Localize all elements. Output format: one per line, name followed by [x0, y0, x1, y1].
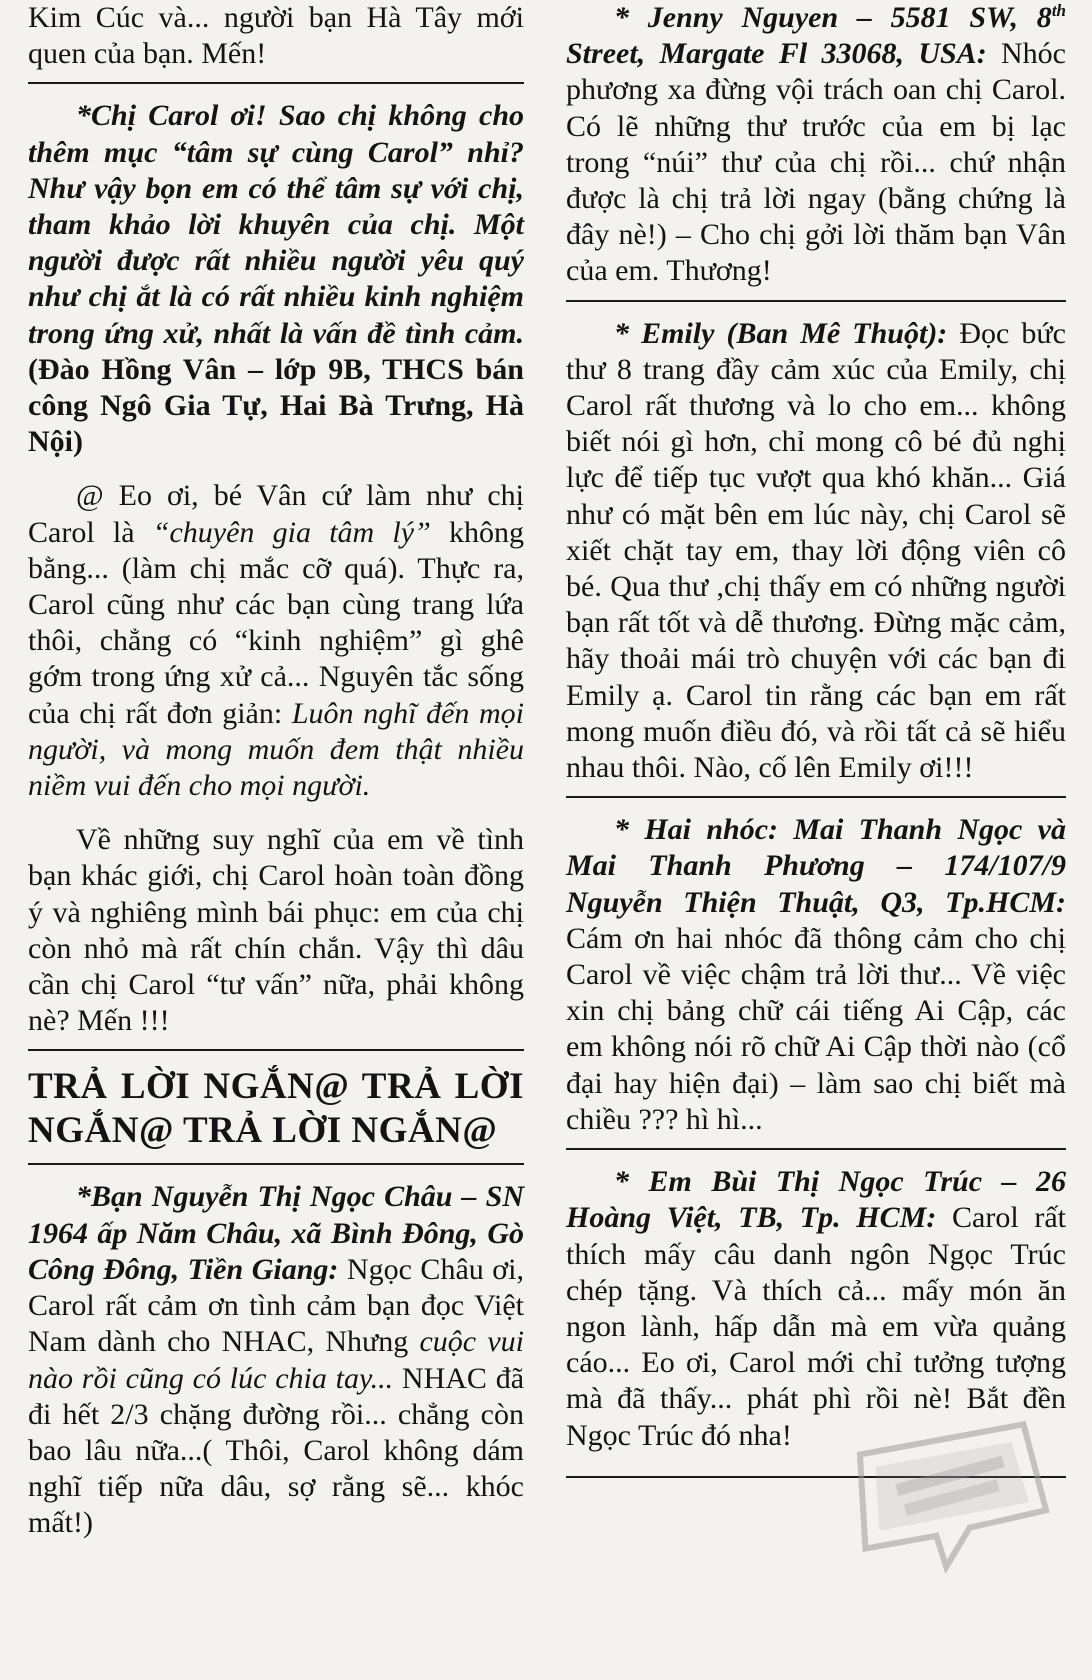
letter-question: *Chị Carol ơi! Sao chị không cho thêm mục “tâm sự cùng Carol” nhỉ? Như vậy bọn em có thể tâm sự với chị, tham khảo lời khuyên của chị. Một người được rất nhiều người yêu quý như chị ắt là có rất nhiều kinh nghiệm trong ứng xử, nhất là vấn đề tình cảm. — [28, 99, 524, 350]
letter-name: *Bạn Nguyễn Thị Ngọc Châu – SN 1964 ấp Năm Châu, xã Bình Đông, Gò Công Đông, Tiền Giang: — [28, 1180, 524, 1286]
divider — [28, 1049, 524, 1051]
divider — [566, 796, 1066, 798]
divider — [566, 300, 1066, 302]
letter-body: Cám ơn hai nhóc đã thông cảm cho chị Carol về việc chậm trả lời thư... Về việc xin chị bảng chữ cái tiếng Ai Cập, các em không nói rõ chữ Ai Cập thời nào (cổ đại hay hiện đại) – làm sao chị biết mà chiều ??? hì hì... — [566, 921, 1066, 1136]
letter-dao-hong-van — [28, 98, 524, 1039]
divider — [28, 1163, 524, 1165]
letter-body: Carol rất thích mấy câu danh ngôn Ngọc Trúc chép tặng. Và thích cả... mấy món ăn ngon lành, hấp dẫn mà em vừa quảng cáo... Eo ơi, Carol mới chỉ tưởng tượng mà đã thấy... phát phì rồi nè! Bắt đền Ngọc Trúc đó nha! — [566, 1201, 1066, 1452]
divider — [566, 1148, 1066, 1150]
letter-name: * Jenny Nguyen – 5581 SW, 8th Street, Margate Fl 33068, USA: — [566, 1, 1066, 71]
letter-name: * Hai nhóc: Mai Thanh Ngọc và Mai Thanh Phương – 174/107/9 Nguyễn Thiện Thuật, Q3, Tp.HCM: — [566, 813, 1066, 919]
section-title: TRẢ LỜI NGẮN@ TRẢ LỜI NGẮN@ TRẢ LỜI NGẮN@ — [28, 1066, 524, 1152]
letter-jenny-nguyen — [566, 0, 1066, 290]
reply-motto: Luôn nghĩ đến mọi người, và mong muốn đem thật nhiều niềm vui đến cho mọi người. — [28, 696, 524, 803]
reply-paragraph-2: Về những suy nghĩ của em về tình bạn khác giới, chị Carol hoàn toàn đồng ý và nghiêng mình bái phục: em của chị còn nhỏ mà rất chín chắn. Vậy thì dâu cần chị Carol “tư vấn” nữa, phải không nè? Mến !!! — [28, 823, 524, 1038]
letter-name: * Em Bùi Thị Ngọc Trúc – 26 Hoàng Việt, TB, Tp. HCM: — [566, 1165, 1066, 1235]
letter-ngoc-chau: *Bạn Nguyễn Thị Ngọc Châu – SN 1964 ấp Năm Châu, xã Bình Đông, Gò Công Đông, Tiền Giang: Ngọc Châu ơi, Carol rất cảm ơn tình cảm bạn đọc Việt Nam dành cho NHAC, Nhưng cuộc vui nào rồi cũng có lúc chia tay... NHAC đã đi hết 2/3 chặng đường rồi... chẳng còn bao lâu nữa...( Thôi, Carol không dám nghĩ tiếp nữa dâu, sợ rằng sẽ... khóc mất!) — [28, 1180, 525, 1540]
reply-paragraph: @ Eo ơi, bé Vân cứ làm như chị Carol là “chuyên gia tâm lý” không bằng... (làm chị mắc cỡ quá). Thực ra, Carol cũng như các bạn cùng trang lứa thôi, chẳng có “kinh nghiệm” gì ghê gớm trong ứng xử cả... Nguyên tắc sống của chị rất đơn giản: Luôn nghĩ đến mọi người, và mong muốn đem thật nhiều niềm vui đến cho mọi người. — [28, 479, 524, 803]
divider — [28, 82, 524, 84]
letter-body: Nhóc phương xa đừng vội trách oan chị Carol. Có lẽ những thư trước của em bị lạc trong “núi” thư của chị rồi... chứ nhận được là chị trả lời ngay (bằng chứng là đây nè!) – Cho chị gởi lời thăm bạn Vân của em. Thương! — [566, 37, 1066, 288]
letter-hai-nhoc — [566, 812, 1066, 1138]
letter-body: Đọc bức thư 8 trang đầy cảm xúc của Emily, chị Carol rất thương và lo cho em... không biết nói gì hơn, chỉ mong cô bé đủ nghị lực để tiếp tục vượt qua khó khăn... Giá như có mặt bên em lúc này, chị Carol sẽ xiết chặt tay em, thay lời động viên cô bé. Qua thư ,chị thấy em có những người bạn rất tốt và dễ thương. Đừng mặc cảm, hãy thoải mái trò chuyện với các bạn đi Emily ạ. Carol tin rằng các bạn em rất mong muốn điều đó, và rồi tất cả sẽ hiểu nhau thôi. Nào, cố lên Emily ơi!!! — [566, 316, 1066, 785]
intro-tail: Kim Cúc và... người bạn Hà Tây mới quen của bạn. Mến! — [28, 1, 524, 71]
right-column — [566, 0, 1066, 1492]
letter-ngoc-truc — [566, 1164, 1066, 1454]
letter-name: * Emily (Ban Mê Thuột): — [614, 316, 948, 350]
left-column — [28, 0, 524, 1542]
letter-emily — [566, 316, 1066, 787]
letter-signature: (Đào Hồng Vân – lớp 9B, THCS bán công Ngô Gia Tự, Hai Bà Trưng, Hà Nội) — [28, 352, 524, 459]
speech-bubble-stamp-icon — [838, 1414, 1060, 1584]
